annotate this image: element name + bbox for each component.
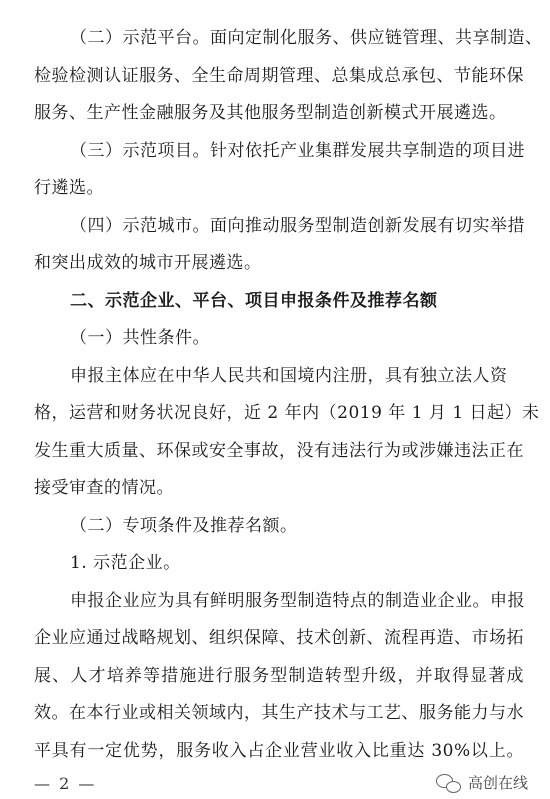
item-heading: 1. 示范企业。 [70, 553, 181, 573]
paragraph-line: 申报主体应在中华人民共和国境内注册，具有独立法人资 [70, 366, 508, 386]
paragraph-line: 效。在本行业或相关领域内，其生产技术与工艺、服务能力与水 [34, 703, 524, 723]
paragraph-line: 展、人才培养等措施进行服务型制造转型升级，并取得显著成 [34, 666, 524, 686]
subsection-heading: （一）共性条件。 [70, 328, 210, 348]
paragraph-line: 接受审查的情况。 [34, 478, 174, 498]
watermark [436, 772, 528, 793]
watermark-text: 高创在线 [467, 774, 528, 792]
paragraph-line: 格，运营和财务状况良好，近 2 年内（2019 年 1 月 1 日起）未 [34, 403, 540, 423]
paragraph-line: （二）示范平台。面向定制化服务、供应链管理、共享制造、 [70, 28, 543, 48]
page-number: — 2 — [34, 774, 97, 793]
paragraph-line: 发生重大质量、环保或安全事故，没有违法行为或涉嫌违法正在 [34, 441, 524, 461]
wechat-icon [436, 773, 462, 793]
section-heading: 二、示范企业、平台、项目申报条件及推荐名额 [70, 291, 438, 311]
paragraph-line: 和突出成效的城市开展遴选。 [34, 253, 262, 273]
paragraph-line: 服务、生产性金融服务及其他服务型制造创新模式开展遴选。 [34, 103, 507, 123]
paragraph-line: 企业应通过战略规划、组织保障、技术创新、流程再造、市场拓 [34, 628, 524, 648]
paragraph-line: 检验检测认证服务、全生命周期管理、总集成总承包、节能环保 [34, 66, 524, 86]
subsection-heading: （二）专项条件及推荐名额。 [70, 516, 298, 536]
paragraph-line: 行遴选。 [34, 178, 104, 198]
paragraph-line: 平具有一定优势，服务收入占企业营业收入比重达 30%以上。 [34, 741, 524, 761]
paragraph-line: 申报企业应为具有鲜明服务型制造特点的制造业企业。申报 [70, 591, 525, 611]
paragraph-line: （四）示范城市。面向推动服务型制造创新发展有切实举措 [70, 216, 525, 236]
paragraph-line: （三）示范项目。针对依托产业集群发展共享制造的项目进 [70, 141, 525, 161]
